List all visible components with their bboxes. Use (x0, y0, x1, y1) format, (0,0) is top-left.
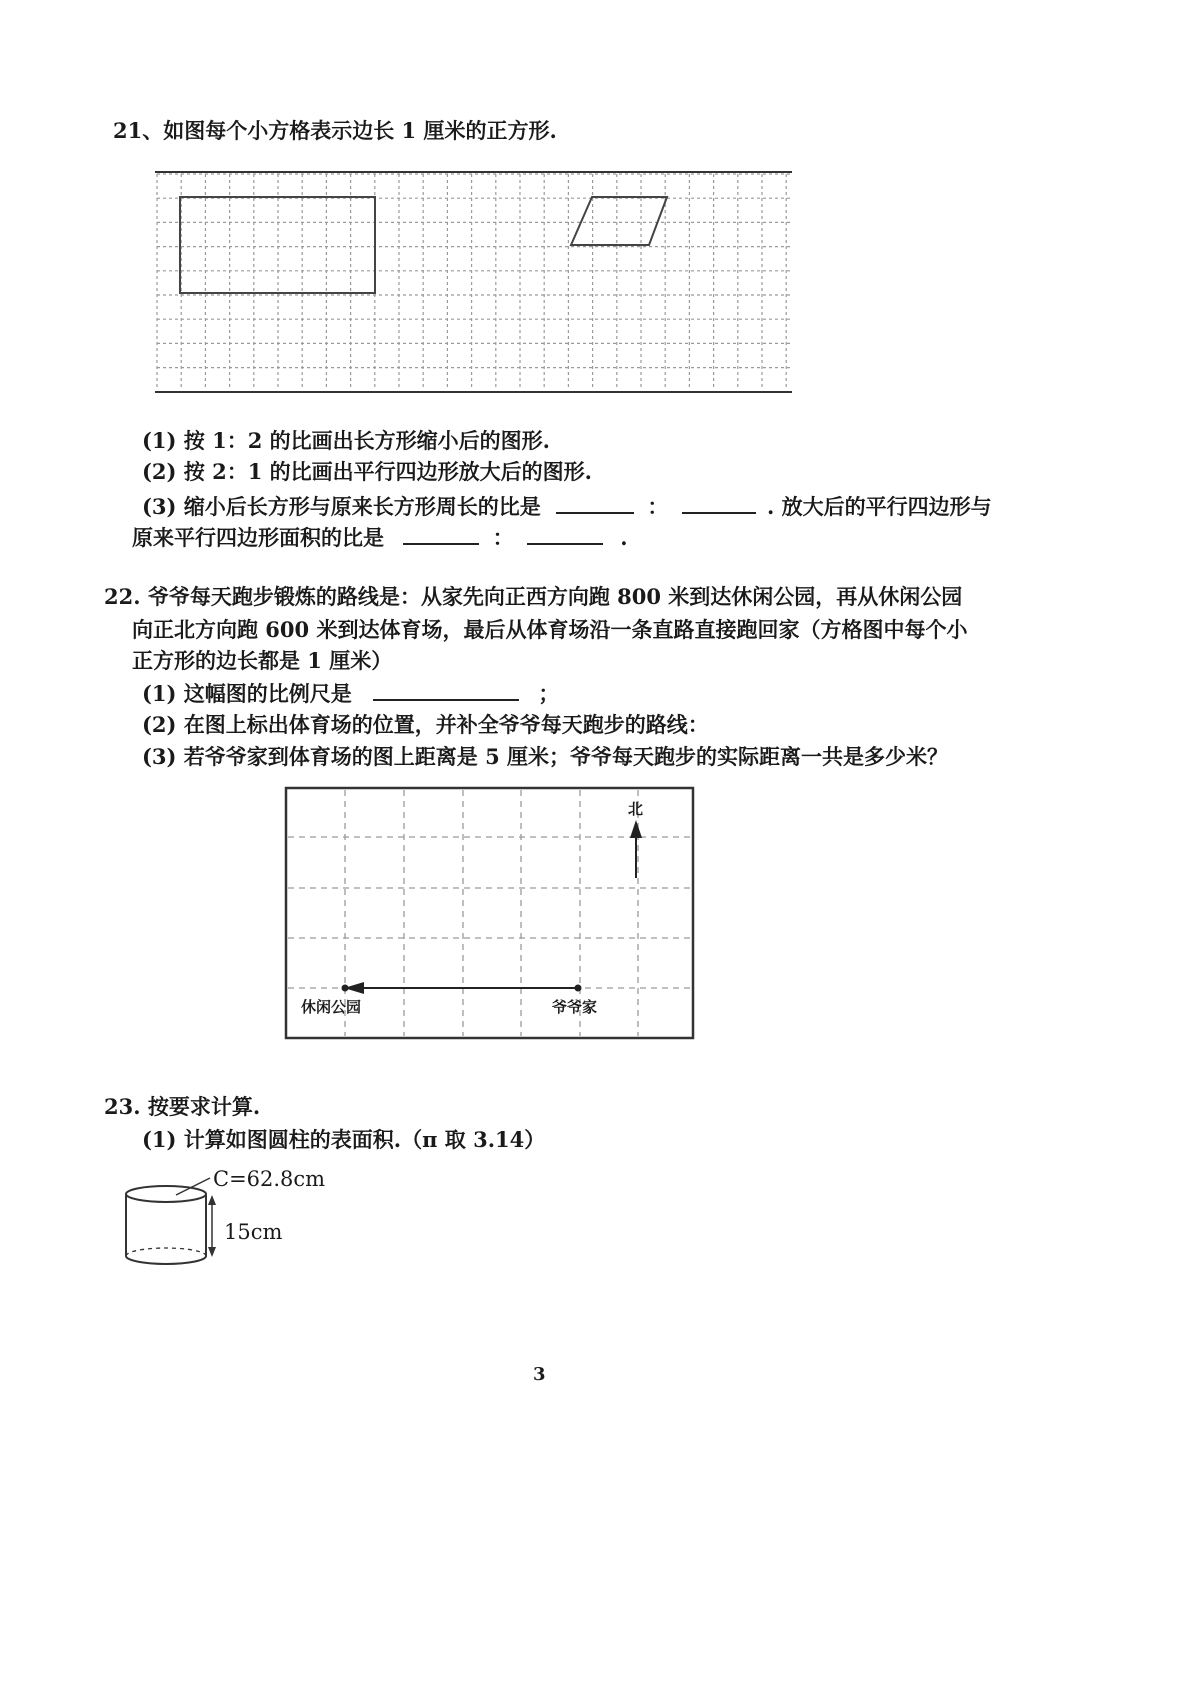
scale-answer-blank[interactable] (373, 681, 519, 701)
q22-part1-text: (1) 这幅图的比例尺是 (142, 681, 352, 706)
q23-title: 23. 按要求计算. (104, 1094, 261, 1119)
page-number: 3 (533, 1364, 546, 1385)
end-period: . (620, 525, 628, 550)
q22-line2: 向正北方向跑 600 米到达体育场，最后从体育场沿一条直路直接跑回家（方格图中每个小 (132, 617, 968, 642)
q22-part2: (2) 在图上标出体育场的位置，并补全爷爷每天跑步的路线： (142, 712, 709, 737)
q21-part3-text: (3) 缩小后长方形与原来长方形周长的比是 (142, 494, 541, 519)
north-arrow-head (630, 820, 642, 838)
ratio-colon: ： (647, 494, 669, 519)
q21-part3-line2 (132, 525, 628, 548)
q21-title: 21、如图每个小方格表示边长 1 厘米的正方形. (113, 118, 557, 143)
answer-blank-4[interactable] (527, 525, 603, 545)
circumference-label: C=62.8cm (213, 1167, 326, 1191)
answer-blank-3[interactable] (403, 525, 479, 545)
west-arrow-head (344, 982, 364, 994)
q21-part2: (2) 按 2：1 的比画出平行四边形放大后的图形. (142, 459, 592, 484)
north-label: 北 (628, 800, 644, 818)
height-label: 15cm (224, 1220, 283, 1244)
home-point (575, 985, 582, 992)
q22-line3: 正方形的边长都是 1 厘米） (132, 648, 393, 673)
ratio-colon-2: ： (492, 525, 514, 550)
semicolon: ； (538, 681, 560, 706)
answer-blank-2[interactable] (682, 494, 756, 514)
rectangle-shape (180, 197, 375, 293)
q22-line1: 22. 爷爷每天跑步锻炼的路线是：从家先向正西方向跑 800 米到达休闲公园，再从休闲公园 (104, 584, 963, 609)
circumference-leader (176, 1178, 210, 1195)
q22-part3: (3) 若爷爷家到体育场的图上距离是 5 厘米；爷爷每天跑步的实际距离一共是多少米？ (142, 744, 949, 769)
parallelogram-shape (571, 197, 667, 245)
home-label: 爷爷家 (552, 998, 598, 1016)
q21-part1: (1) 按 1：2 的比画出长方形缩小后的图形. (142, 428, 550, 453)
q21-part3-line1 (142, 494, 992, 517)
q22-part1 (142, 681, 559, 704)
q21-part3-tail: . 放大后的平行四边形与 (767, 494, 992, 519)
q23-part1: (1) 计算如图圆柱的表面积.（π 取 3.14） (142, 1127, 546, 1152)
q21-part3-text-2: 原来平行四边形面积的比是 (132, 525, 384, 550)
answer-blank-1[interactable] (556, 494, 634, 514)
park-point (342, 985, 349, 992)
park-label: 休闲公园 (301, 998, 362, 1016)
